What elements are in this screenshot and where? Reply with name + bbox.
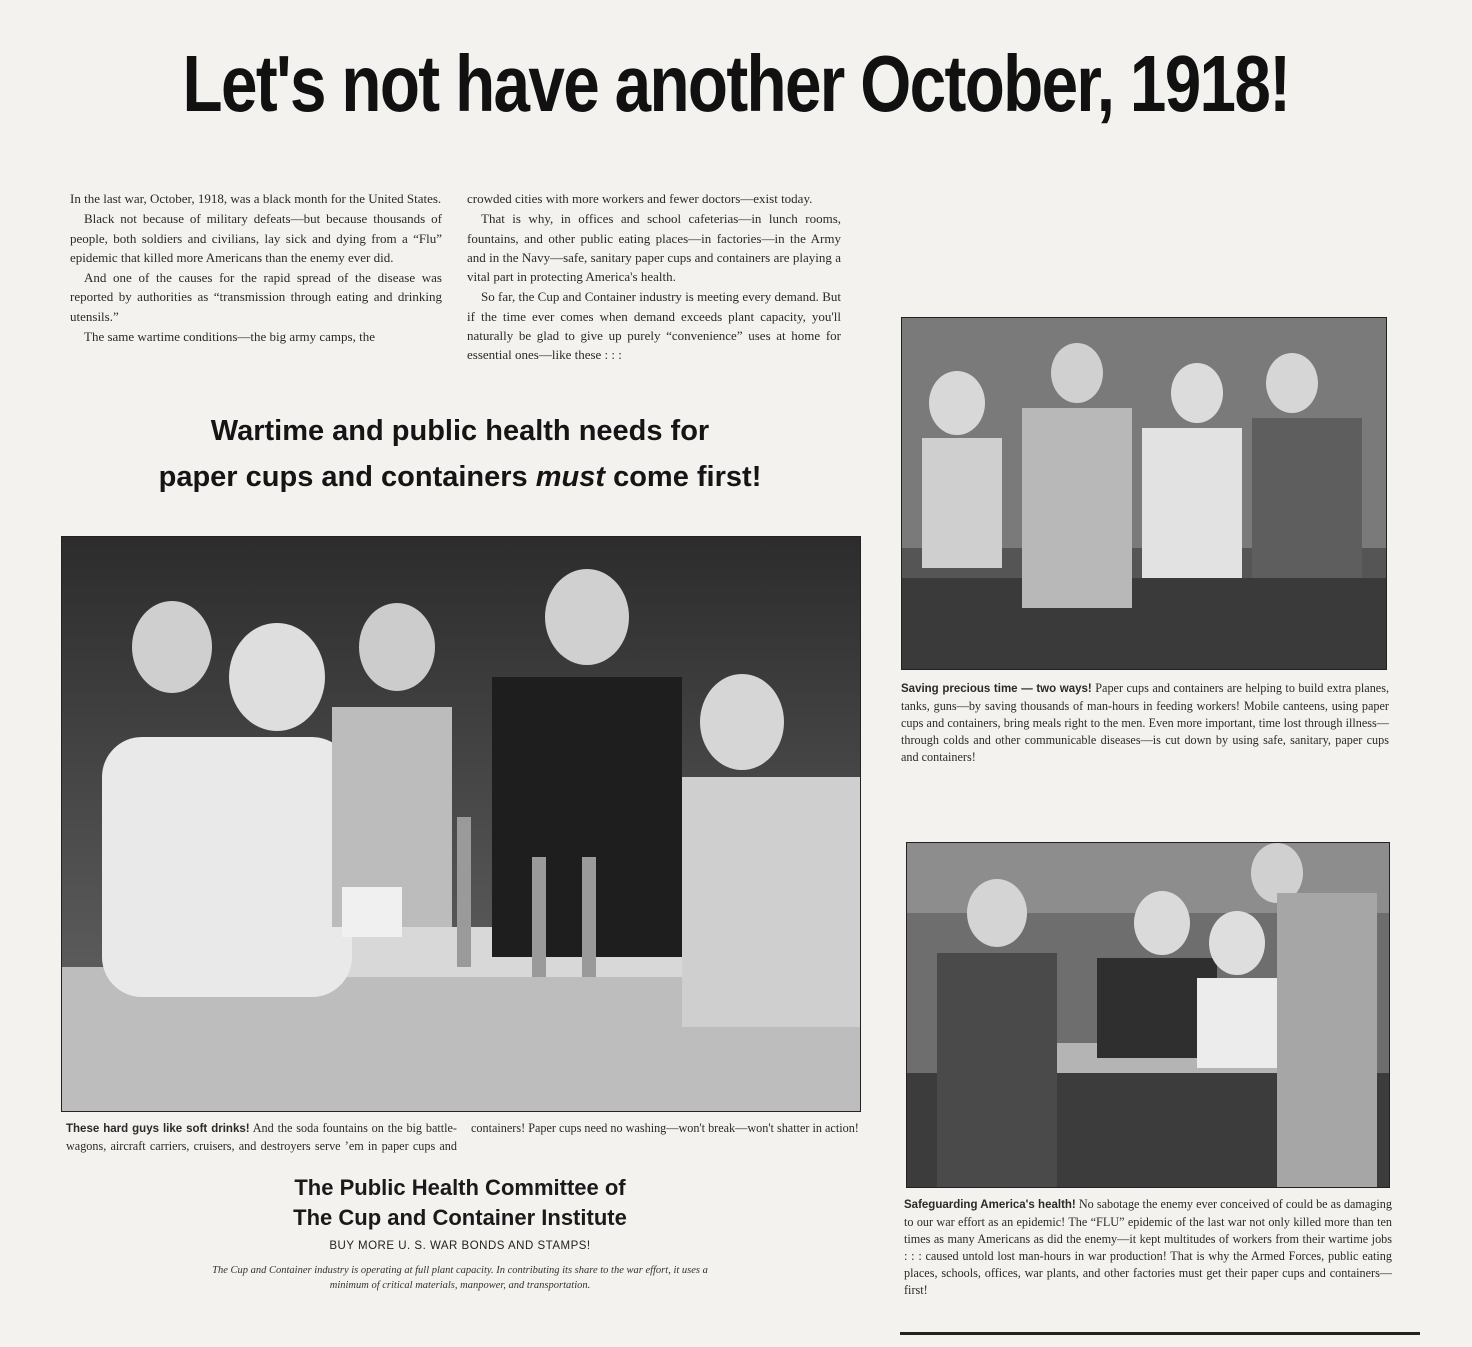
caption-lead: Safeguarding America's health! bbox=[904, 1199, 1076, 1211]
intro-paragraph: And one of the causes for the rapid spread of the disease was reported by authorities as “transmission through eating and drinking utensils.” bbox=[70, 270, 442, 324]
signature-line-2: The Cup and Container Institute bbox=[293, 1205, 627, 1230]
caption-bottom-right bbox=[904, 1196, 1392, 1299]
bottom-rule bbox=[900, 1332, 1420, 1335]
subheadline-text: paper cups and containers bbox=[158, 461, 536, 493]
intro-paragraph: Black not because of military defeats—but because thousands of people, both soldiers and civilians, lay sick and dying from a “Flu” epidemic that killed more Americans than the enemy ever did. bbox=[70, 211, 442, 265]
signature bbox=[160, 1173, 760, 1233]
intro-column-left bbox=[70, 189, 442, 347]
diner-booth-drawing bbox=[907, 843, 1389, 1187]
intro-paragraph: That is why, in offices and school cafeterias—in lunch rooms, fountains, and other public eating places—in factories—in the Army and in the Navy—safe, sanitary paper cups and containers are playing a vital part in protecting America's health. bbox=[467, 211, 841, 285]
canteen-workers-drawing bbox=[902, 318, 1386, 669]
subheadline-text: come first! bbox=[605, 461, 762, 493]
caption-text: Paper cups and containers are helping to build extra planes, tanks, guns—by saving thousands of man-hours in feeding workers! Mobile canteens, using paper cups and containers, bring meals right to the men. Even more important, time lost through illness—through colds and other communicable diseases—is cut down by using safe, sanitary, paper cups and containers! bbox=[901, 681, 1389, 764]
fine-print: The Cup and Container industry is operating at full plant capacity. In contributing its share to the war effort, it uses a minimum of critical materials, manpower, and transportation. bbox=[212, 1265, 708, 1291]
subheadline-line-1: Wartime and public health needs for bbox=[210, 415, 710, 447]
illustration-diner-booth bbox=[906, 842, 1390, 1188]
soda-fountain-drawing bbox=[62, 537, 860, 1111]
intro-paragraph: So far, the Cup and Container industry is meeting every demand. But if the time ever comes when demand exceeds plant capacity, you'll naturally be glad to give up purely “convenience” uses at home for essential ones—like these : : : bbox=[467, 289, 841, 363]
caption-lead: Saving precious time — two ways! bbox=[901, 683, 1092, 695]
intro-paragraph: crowded cities with more workers and fewer doctors—exist today. bbox=[467, 191, 813, 206]
intro-paragraph: In the last war, October, 1918, was a black month for the United States. bbox=[70, 191, 442, 206]
caption-text: And the soda fountains on the big battle-wagons, aircraft carriers, cruisers, and destroyers serve ’em in paper cups and containers! Paper cups need no washing—won't break—won't shatter in action! bbox=[66, 1121, 859, 1153]
caption-text: No sabotage the enemy ever conceived of could be as damaging to our war effort as an epidemic! The “FLU” epidemic of the last war not only killed more than ten times as many Americans as did the enemy—it kept multitudes of workers from their wartime jobs : : : caused untold lost man-hours in war production! That is why the Armed Forces, public eating places, schools, offices, war plants, and other factories must get their paper cups and containers—first! bbox=[904, 1197, 1392, 1297]
signature-line-1: The Public Health Committee of bbox=[294, 1175, 626, 1200]
caption-lead: These hard guys like soft drinks! bbox=[66, 1123, 250, 1135]
war-bonds-slogan: BUY MORE U. S. WAR BONDS AND STAMPS! bbox=[329, 1240, 591, 1252]
caption-top-right bbox=[901, 680, 1389, 766]
intro-paragraph: The same wartime conditions—the big army camps, the bbox=[84, 329, 375, 345]
subheadline-line-2 bbox=[100, 454, 820, 500]
headline: Let's not have another October, 1918! bbox=[182, 39, 1290, 128]
illustration-soda-fountain bbox=[61, 536, 861, 1112]
subheadline bbox=[100, 408, 820, 500]
caption-main bbox=[66, 1120, 862, 1155]
subheadline-emphasis: must bbox=[535, 461, 606, 493]
illustration-canteen-workers bbox=[901, 317, 1387, 670]
intro-column-right bbox=[467, 189, 841, 366]
